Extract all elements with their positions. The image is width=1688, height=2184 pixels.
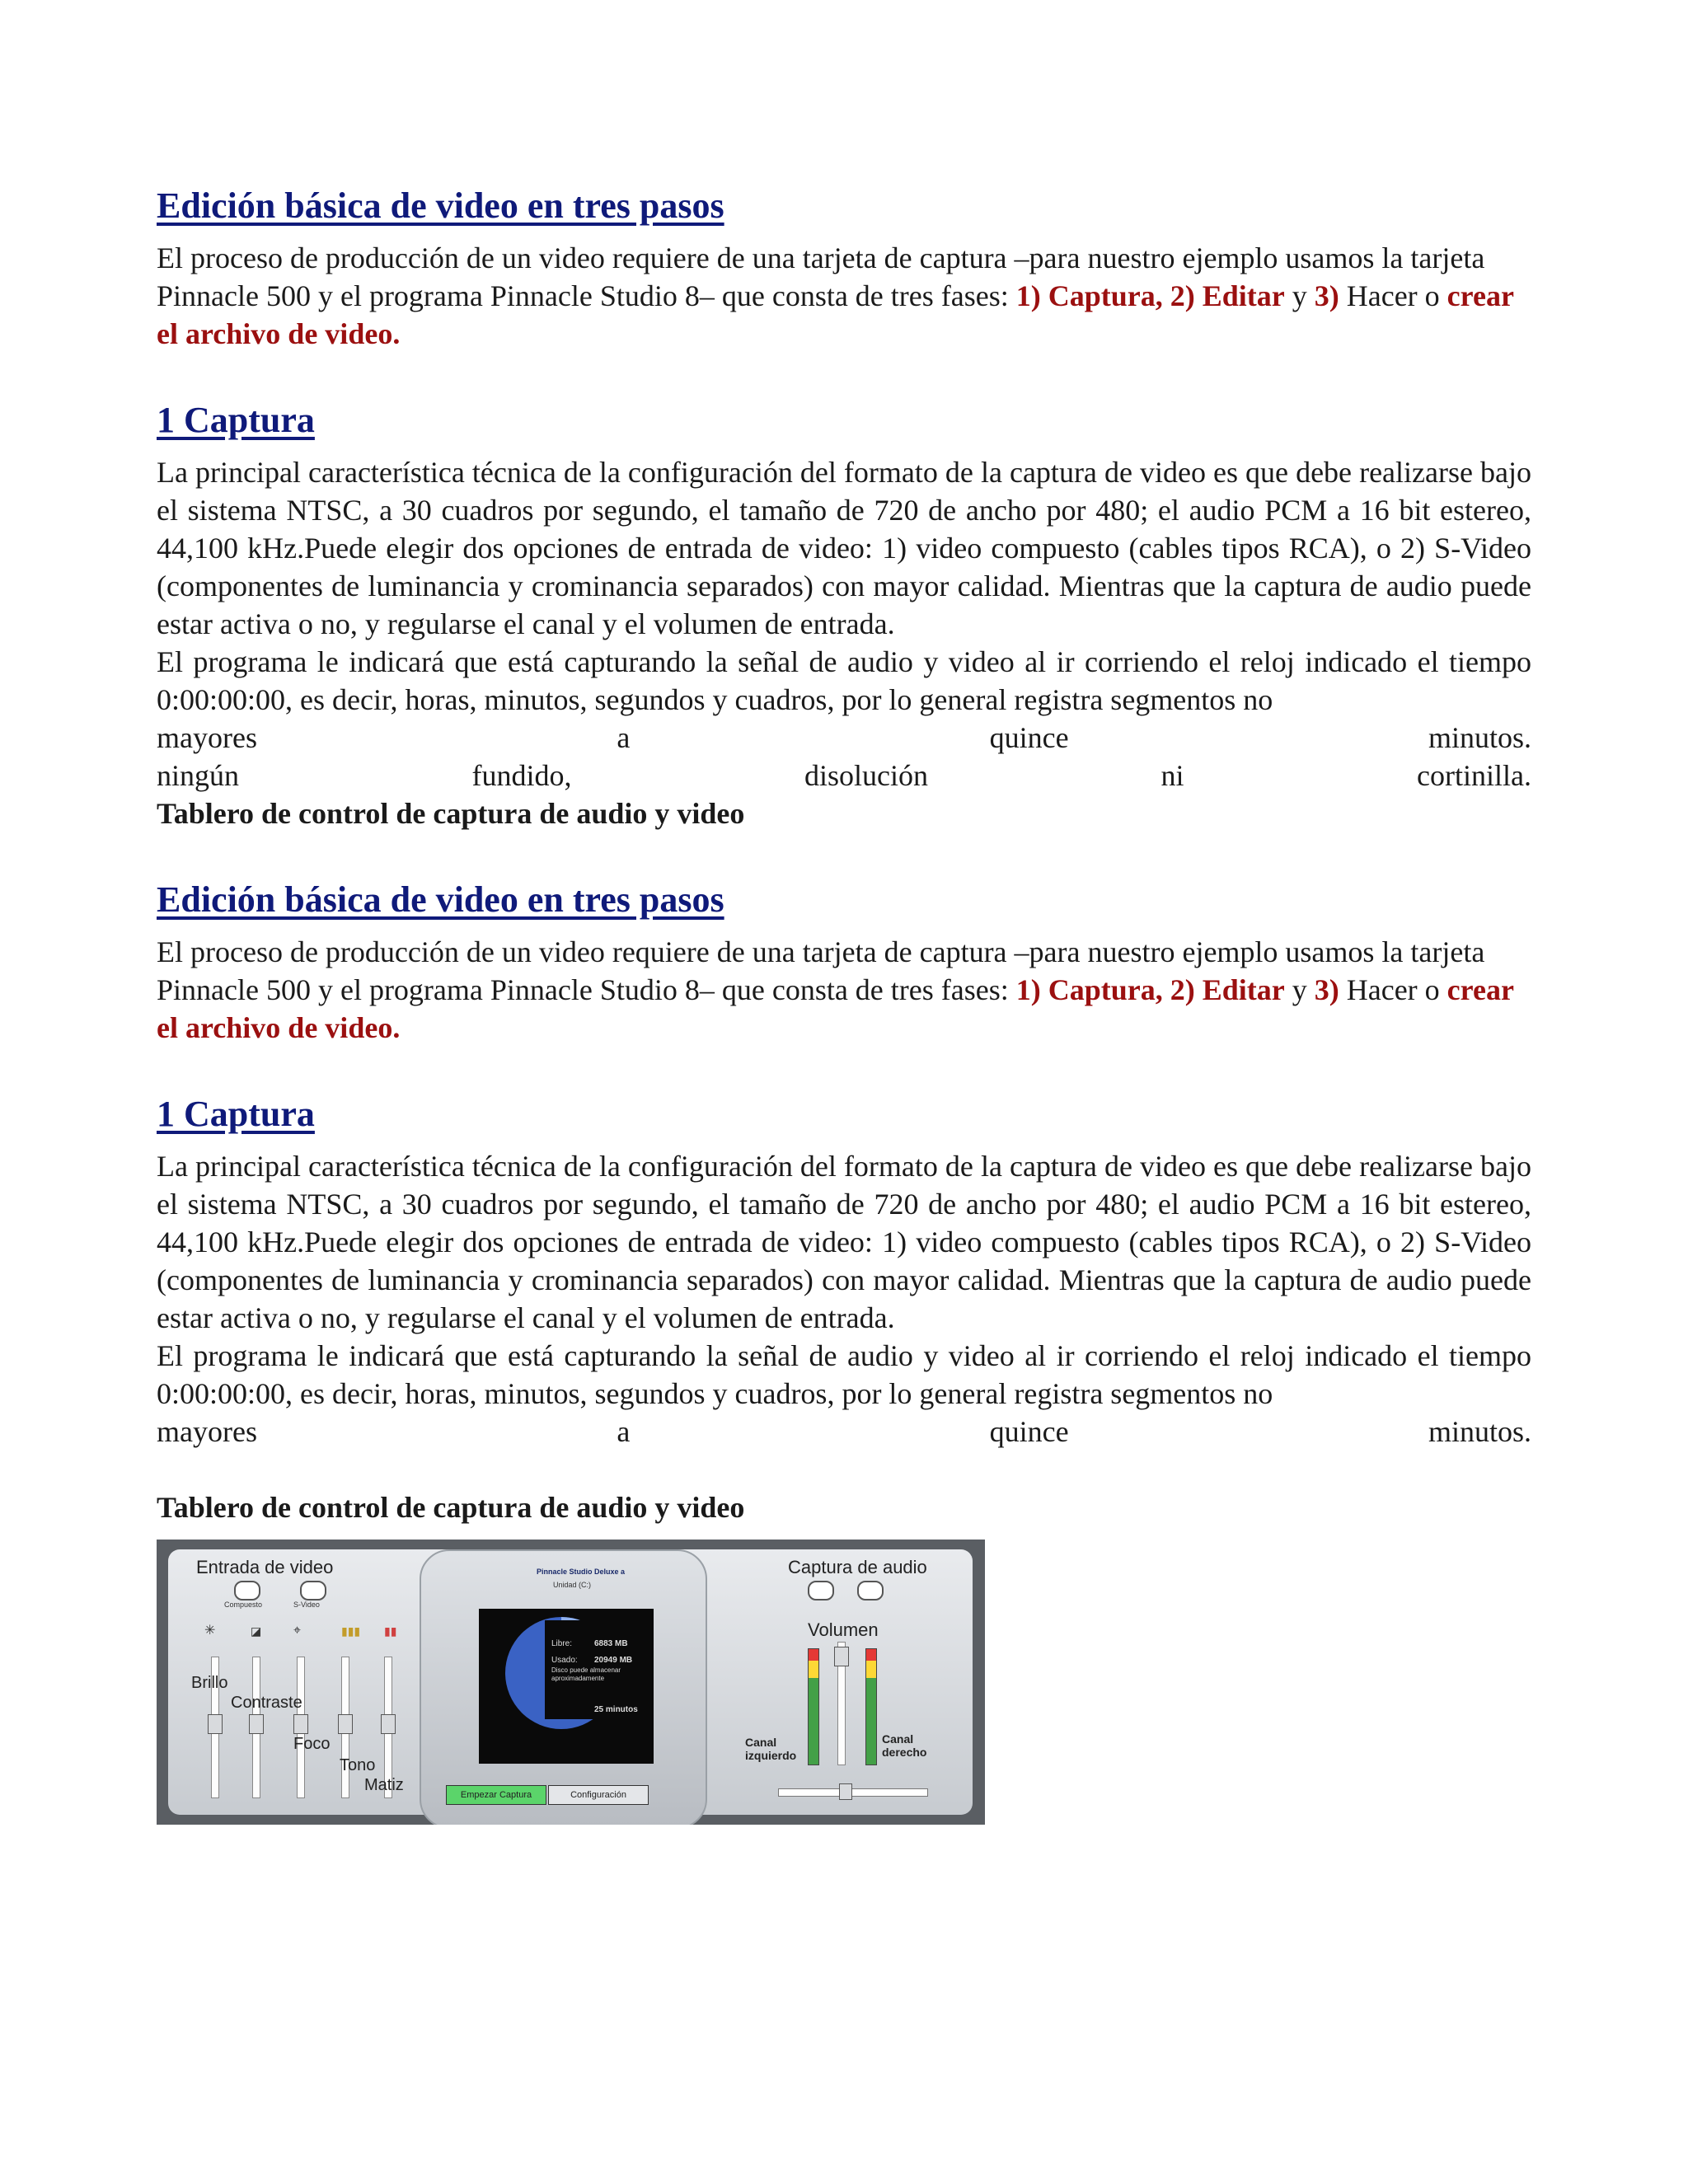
capture-panel xyxy=(168,1549,973,1815)
capture-heading: 1 Captura xyxy=(157,400,315,440)
right-channel-label: Canal derecho xyxy=(882,1732,927,1759)
contrast-label: Contraste xyxy=(231,1694,302,1712)
brightness-icon: ✳ xyxy=(204,1624,216,1638)
composite-toggle[interactable] xyxy=(234,1581,260,1601)
capture-paragraph: La principal característica técnica de la configuración del formato de la captura de video es que debe realizarse bajo el sistema NTSC, a 30 cuadros por segundo, el tamaño de 720 de ancho por 480; el audio PCM a 16 bit estereo, 44,100 kHz.Puede elegir dos opciones de entrada de video: 1) video compuesto (cables tipos RCA), o 2) S-Video (componentes de luminancia y crominancia separados) con mayor calidad. Mientras que la captura de audio puede estar activa o no, y regularse el canal y el volumen de entrada. xyxy=(157,1150,1531,1334)
contrast-knob[interactable] xyxy=(249,1714,264,1734)
hue-knob[interactable] xyxy=(338,1714,353,1734)
focus-label: Foco xyxy=(293,1735,331,1753)
minutes-text: 25 minutos xyxy=(594,1705,638,1714)
figure-caption: Tablero de control de captura de audio y video xyxy=(157,797,745,830)
figure-caption: Tablero de control de captura de audio y video xyxy=(157,1491,745,1524)
audio-capture-label: Captura de audio xyxy=(788,1557,927,1577)
left-channel-label: Canal izquierdo xyxy=(745,1736,797,1762)
volume-knob[interactable] xyxy=(834,1647,849,1666)
volume-label: Volumen xyxy=(808,1619,879,1640)
saturation-label: Matiz xyxy=(364,1776,404,1794)
svideo-label: S-Video xyxy=(293,1601,320,1609)
focus-knob[interactable] xyxy=(293,1714,308,1734)
audio-off-toggle[interactable] xyxy=(857,1581,884,1601)
start-capture-button[interactable]: Empezar Captura xyxy=(446,1785,546,1805)
disk-capacity-text: Disco puede almacenar aproximadamente xyxy=(551,1666,621,1682)
brightness-label: Brillo xyxy=(191,1674,228,1692)
hue-label: Tono xyxy=(340,1756,376,1774)
composite-label: Compuesto xyxy=(224,1601,263,1609)
free-value: 6883 MB xyxy=(594,1639,628,1648)
section-heading: Edición básica de video en tres pasos xyxy=(157,185,724,226)
document-page xyxy=(157,181,1531,1825)
intro-paragraph: El proceso de producción de un video requiere de una tarjeta de captura –para nuestro ejemplo usamos la tarjeta Pinnacle 500 y el programa Pinnacle Studio 8– que consta de tres fases: 1) Captura, 2) Editar y 3) Hacer o crear el archivo de video. xyxy=(157,241,1514,350)
saturation-knob[interactable] xyxy=(381,1714,396,1734)
unit-label: Unidad (C:) xyxy=(553,1581,592,1589)
audio-on-toggle[interactable] xyxy=(808,1581,834,1601)
used-label: Usado: xyxy=(551,1656,578,1665)
contrast-icon: ◪ xyxy=(251,1624,262,1638)
focus-icon: ⌖ xyxy=(293,1624,302,1638)
spread-line-2: ningún fundido, disolución ni cortinilla. xyxy=(157,759,1531,792)
section-heading: Edición básica de video en tres pasos xyxy=(157,879,724,920)
capture-paragraph: La principal característica técnica de la configuración del formato de la captura de video es que debe realizarse bajo el sistema NTSC, a 30 cuadros por segundo, el tamaño de 720 de ancho por 480; el audio PCM a 16 bit estereo, 44,100 kHz.Puede elegir dos opciones de entrada de video: 1) video compuesto (cables tipos RCA), o 2) S-Video (componentes de luminancia y crominancia separados) con mayor calidad. Mientras que la captura de audio puede estar activa o no, y regularse el canal y el volumen de entrada. xyxy=(157,456,1531,640)
capture-heading: 1 Captura xyxy=(157,1094,315,1134)
capture-panel-figure xyxy=(157,1540,985,1825)
hue-icon: ▮▮▮ xyxy=(341,1624,361,1638)
center-console xyxy=(420,1549,707,1825)
capture-paragraph-2: El programa le indicará que está capturando la señal de audio y video al ir corriendo el reloj indicado el tiempo 0:00:00:00, es decir, horas, minutos, segundos y cuadros, por lo general registra segmentos no xyxy=(157,1339,1531,1410)
saturation-icon: ▮▮ xyxy=(384,1624,397,1638)
intro-paragraph: El proceso de producción de un video requiere de una tarjeta de captura –para nuestro ejemplo usamos la tarjeta Pinnacle 500 y el programa Pinnacle Studio 8– que consta de tres fases: 1) Captura, 2) Editar y 3) Hacer o crear el archivo de video. xyxy=(157,935,1514,1044)
balance-knob[interactable] xyxy=(839,1783,852,1800)
free-label: Libre: xyxy=(551,1639,573,1648)
configuration-button[interactable]: Configuración xyxy=(548,1785,649,1805)
right-level-meter xyxy=(865,1648,877,1765)
used-value: 20949 MB xyxy=(594,1656,633,1665)
app-title: Pinnacle Studio Deluxe a xyxy=(537,1568,626,1576)
capture-paragraph-2: El programa le indicará que está capturando la señal de audio y video al ir corriendo el reloj indicado el tiempo 0:00:00:00, es decir, horas, minutos, segundos y cuadros, por lo general registra segmentos no xyxy=(157,645,1531,716)
brightness-knob[interactable] xyxy=(208,1714,223,1734)
readout-panel xyxy=(545,1620,652,1719)
svideo-toggle[interactable] xyxy=(300,1581,326,1601)
spread-line: mayores a quince minutos. xyxy=(157,721,1531,754)
balance-slider[interactable] xyxy=(778,1788,928,1797)
spread-line: mayores a quince minutos. xyxy=(157,1415,1531,1448)
video-input-label: Entrada de video xyxy=(196,1557,334,1577)
